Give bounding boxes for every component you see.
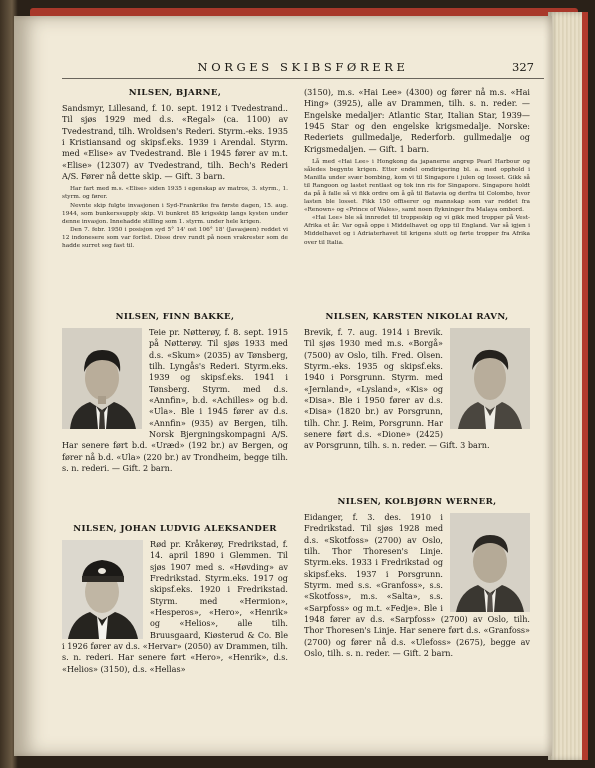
book-page (14, 16, 552, 756)
entry-note: Lå med «Hai Lee» i Hongkong da japanerne angrep Pearl Harbour og således begynte krigen. Etter endel omdirigering bl. a. med opphold i Manilla under svær bombing, kom vi til Singapore i julen og losset. Gikk så til Rangoon og lastet rentlast og tok inn ris for Singapore. Singapore holdt da på å falle så vi fikk ordre om å gå til Batavia og derfra til Colombo, hvor lasten ble losset. Fikk 150 offiserer og mannskap som var reddet fra «Renown» og «Prince of Wales», samt noen flykninger fra Malaya ombord. (304, 159, 530, 214)
portrait-photo-johan (62, 540, 143, 639)
entry-note: Har fart med m.s. «Elise» siden 1935 i egenskap av matros, 3. styrm., 1. styrm. og fører. (62, 186, 288, 201)
entry-note: «Hai Lee» ble så innredet til troppeskip og vi gikk med tropper på Vest-Afrika et år. Var også oppe i Middelhavet og opp til England. Var så igjen i Middelhavet og i Adriaterhavet til krigens slutt og førte tropper fra Afrika over til Italia. (304, 215, 530, 246)
entry-body: Eidanger, f. 3. des. 1910 i Fredrikstad. Til sjøs 1928 med d.s. «Skotfoss» (2700) av Oslo, tilh. Thor Thoresen's Linje. Styrm.eks. 1933 i Fredrikstad og skipsf.eks. 1937 i Porsgrunn. Styrm. med s.s. «Granfoss», s.s. «Skotfoss», m.s. «Salta», s.s. «Sarpfoss» og m.t. «Fedje». Ble i 1948 fører av d.s. «Sarpfoss» (2700) av Oslo, tilh. Thor Thoresen's Linje. Har senere ført d.s. «Granfoss» (2700) og fører nå d.s. «Ulefoss» (2675), begge av Oslo, tilh. s. n. reder. — Gift. 2 barn. (304, 512, 530, 659)
portrait-photo-karsten (450, 328, 530, 429)
entry-continuation (304, 87, 530, 247)
portrait-photo-kolbjorn (450, 513, 530, 612)
entry-heading: NILSEN, FINN BAKKE, (115, 312, 235, 322)
entry-body: Sandsmyr, Lillesand, f. 10. sept. 1912 i Tvedestrand.. Til sjøs 1929 med d.s. «Regal» (ca. 1100) av Tvedestrand, tilh. Wroldsen's Rederi. Styrm.-eks. 1935 i Kristiansand og skipsf.eks. 1939 i Arendal. Styrm. med «Elise» av Tvedestrand. Ble i 1945 fører av m.t. «Elise» (12307) av Tvedestrand, tilh. Bech's Rederi A/S. Fører nå dette skip. — Gift. 3 barn. (62, 103, 288, 182)
entry-note: Nevnte skip fulgte invasjonen i Syd-Frankrike fra første dagen, 15. aug. 1944, som bunkerssupply skip. Vi bunkret 85 krigsskip langs kysten under denne invasjon. Innehadde stilling som 1. styrm. under hele krigen. (62, 202, 288, 225)
entry-body: Teie pr. Nøtterøy, f. 8. sept. 1915 på Nøtterøy. Til sjøs 1933 med d.s. «Skum» (2035) av Tønsberg, tilh. Lyngås's Rederi. Styrm.eks. 1939 og skipsf.eks. 1941 i Tønsberg. Styrm. med d.s. «Annfin», b.d. «Achilles» og b.d. «Ula». Ble i 1945 fører av d.s. «Annfin» (935) av Bergen, tilh. Norsk Bjergningskompagni A/S. Har senere ført b.d. «Uræd» (192 br.) av Bergen, og fører nå b.d. «Ula» (220 br.) av Trondheim, begge tilh. s. n. rederi. — Gift. 2 barn. (62, 327, 288, 474)
entry-finn (62, 312, 288, 474)
entry-heading: NILSEN, BJARNE, (128, 88, 222, 98)
entry-kolbjorn (304, 497, 530, 659)
entry-johan (62, 524, 288, 675)
entry-heading: NILSEN, KARSTEN NIKOLAI RAVN, (325, 312, 509, 322)
entry-bjarne (62, 88, 288, 250)
page-header (62, 60, 544, 79)
entry-note: Den 7. febr. 1950 i posisjon syd 5° 14' ost 106° 18' (Javasjøen) reddet vi 12 indonesere som var forlist. Disse drev rundt på noen vrakrester som de hadde surret seg fast til. (62, 226, 288, 249)
page-edges (548, 12, 588, 760)
portrait-photo-finn (62, 328, 142, 429)
running-title: NORGES SKIBSFØRERE (197, 60, 409, 74)
entry-karsten (304, 312, 530, 452)
entry-heading: NILSEN, JOHAN LUDVIG ALEKSANDER (73, 524, 277, 534)
entry-body: Rød pr. Kråkerøy, Fredrikstad, f. 14. april 1890 i Glemmen. Til sjøs 1907 med s. «Høvding» av Fredrikstad. Styrm.eks. 1917 og skipsf.eks. 1920 i Fredrikstad. Styrm. med «Hermion», «Hesperos», «Hero», «Henrik» og «Helios», alle tilh. Bruusgaard, Kiøsterud & Co. Ble i 1926 fører av d.s. «Hervar» (2050) av Drammen, tilh. s. n. rederi. Har senere ført «Hero», «Henrik», d.s. «Helios» (3150), d.s. «Hellas» (62, 539, 288, 674)
entry-body: Brevik, f. 7. aug. 1914 i Brevik. Til sjøs 1930 med m.s. «Borgå» (7500) av Oslo, tilh. Fred. Olsen. Styrm.-eks. 1935 og skipsf.eks. 1940 i Porsgrunn. Styrm. med «Jernland», «Lysland», «Kis» og «Disa». Ble i 1950 fører av d.s. «Disa» (1820 br.) av Porsgrunn, tilh. Chr. J. Reim, Porsgrunn. Har senere ført d.s. «Dione» (2425) av Porsgrunn, tilh. s. n. reder. — Gift. 3 barn. (304, 327, 490, 451)
entry-body: (3150), m.s. «Hai Lee» (4300) og fører nå m.s. «Hai Hing» (3925), alle av Drammen, tilh. s. n. reder. — Engelske medaljer: Atlantic Star, Italian Star, 1939—1945 Star og den engelske krigsmedalje. Norske: Rederiets gullmedalje, Rederforb. gullmedalje og Krigsmedaljen. — Gift. 1 barn. (304, 87, 530, 154)
page-number: 327 (512, 60, 534, 74)
entry-heading: NILSEN, KOLBJØRN WERNER, (337, 497, 497, 507)
